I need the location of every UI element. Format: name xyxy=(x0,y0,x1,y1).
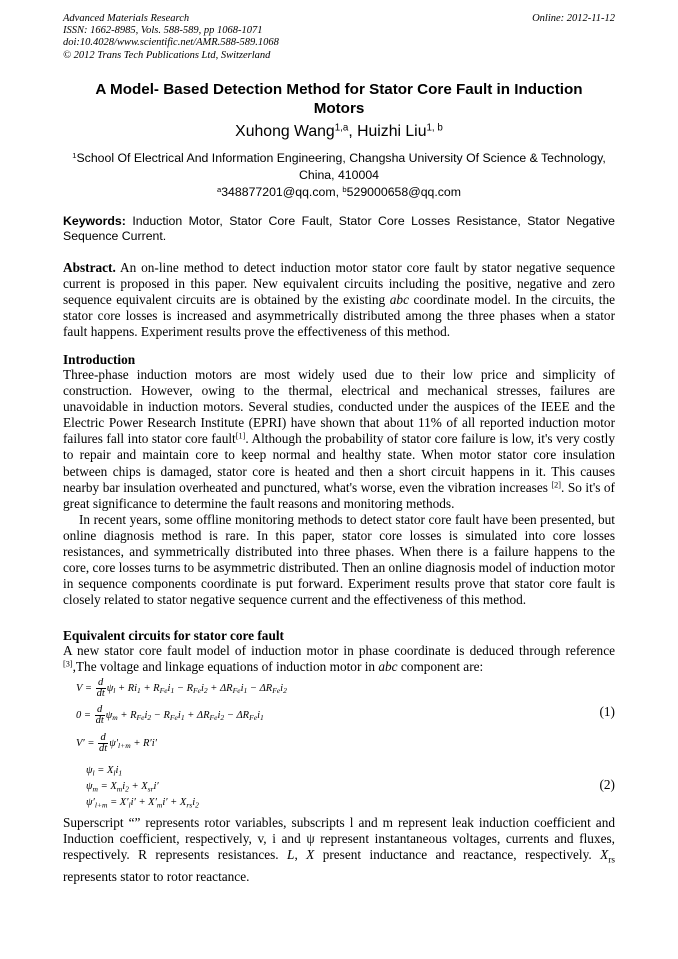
affiliation-line-1: School Of Electrical And Information Engineering, Changsha University Of Science & Technology, xyxy=(76,151,606,165)
intro-text: Three-phase induction motors are most widely used due to their low price and simplicity of construction. However, owing to the thermal, electrical and mechanical stresses, failures are unavoidable in induction motors. Several studies, conducted under the auspices of the IEEE and the Electric Power Research Institute (EPRI) have shown that about 11% of all reported induction motor failures fall into stator core fault xyxy=(63,367,615,447)
abstract-abc: abc xyxy=(389,292,409,308)
abstract-label: Abstract. xyxy=(63,260,116,275)
equation-voltage-stator: V = $\frac{d}{dt}$ $\psi_l + Ri_1 + R_{Fe}i_1 - R_{Fe}i_2 + \Delta R_{Fe}i_1 - \Delta R_{Fe}i_2$ xyxy=(76,677,287,699)
equation-number: (1) xyxy=(599,704,615,719)
title-line-2: Motors xyxy=(313,99,365,117)
author-separator: , xyxy=(348,123,358,140)
symbol-X: X xyxy=(306,847,315,863)
equation-number: (2) xyxy=(599,777,615,792)
section-heading-introduction: Introduction xyxy=(63,352,136,367)
symbol-Xrs: X xyxy=(600,847,609,863)
author-affil-sup: 1, b xyxy=(426,122,443,134)
journal-name: Advanced Materials Research xyxy=(63,13,190,24)
email-sup: a xyxy=(216,184,222,194)
doi-line: doi:10.4028/www.scientific.net/AMR.588-589.1068 xyxy=(63,37,279,49)
author-name: Huizhi Liu xyxy=(357,123,427,140)
citation: [1] xyxy=(235,431,246,441)
email-b: 529000658@qq.com xyxy=(346,185,462,199)
email-a: 348877201@qq.com, xyxy=(221,185,343,199)
affiliation-line-2: China, 410004 xyxy=(299,167,379,182)
equivalent-text: present inductance and reactance, respectively. xyxy=(314,847,601,863)
keywords xyxy=(63,214,615,244)
equivalent-text: component are: xyxy=(397,659,484,675)
keywords-label: Keywords: xyxy=(63,214,126,228)
intro-text: . Although the probability of stator core failure is low, it's very costly to repair and maintain core to keep normal and healthy state. When motor stator core insulation between chips is damaged, stator core is heated and then a short circuit happens in it. This causes nearby bar insulation overheated and punctured, what's worse, even the vibration increases xyxy=(63,431,616,495)
running-header xyxy=(63,13,615,62)
equivalent-text: , xyxy=(294,847,307,863)
equivalent-abc: abc xyxy=(378,659,398,675)
title-line-1: A Model- Based Detection Method for Stator Core Fault in Induction xyxy=(95,81,583,98)
author-name: Xuhong Wang xyxy=(235,123,335,140)
section-heading-equivalent-circuits: Equivalent circuits for stator core fault xyxy=(63,628,284,643)
symbol-L: L xyxy=(287,847,295,863)
author-list xyxy=(63,122,615,142)
author-affil-sup: 1,a xyxy=(334,122,349,134)
paper-title xyxy=(63,81,615,118)
equation-flux-mutual: $\psi_m = X_mi_2 + X_{sr}i'$ xyxy=(86,781,159,794)
copyright-line: © 2012 Trans Tech Publications Ltd, Switzerland xyxy=(63,49,271,61)
abstract xyxy=(63,260,615,340)
equivalent-paragraph-1 xyxy=(63,643,615,675)
equivalent-text: ,The voltage and linkage equations of induction motor in xyxy=(72,659,379,675)
abstract-text: An on-line method to detect induction motor stator core fault by stator negative sequence current is proposed in this paper. New equivalent circuits including the positive, negative and zero sequence equivalent circuits are is obtained by the existing xyxy=(63,260,615,308)
equation-core-branch: 0 = $\frac{d}{dt}$ $\psi_m + R_{Fe}i_2 - R_{Fe}i_1 + \Delta R_{Fe}i_2 - \Delta R_{Fe}i_1$ xyxy=(76,704,264,726)
abstract-text: coordinate model. In the circuits, the stator core losses is increased and asymmetrically distributed among the three phases when a stator fault happens. Experiment results prove the effectiveness of this method. xyxy=(63,292,615,340)
symbol-rs-subscript: rs xyxy=(608,855,615,866)
equation-flux-leakage: $\psi_l = X_li_1$ xyxy=(86,765,123,778)
email-sup: b xyxy=(342,184,347,194)
citation: [3] xyxy=(63,659,73,669)
equation-flux-rotor: $\psi'_{l+m} = X'_li' + X'_mi' + X_{rs}i_2$ xyxy=(86,797,199,810)
affiliation-sup: 1 xyxy=(72,150,77,160)
intro-paragraph-2: In recent years, some offline monitoring methods to detect stator core fault have been presented, but online diagnosis method is rare. In this paper, stator core losses is simulated into core losses resistances, and symmetrically distributed into three phases. When there is a failure happens to the core, core losses turns to be asymmetric distributed. Then an online diagnosis model of induction motor in sequence components coordinate is put forward. Experiment results prove that stator core fault is closely related to stator negative sequence current and the effectiveness of this method. xyxy=(63,512,615,608)
equation-voltage-rotor: V′ = $\frac{d}{dt}$ $\psi'_{l+m} + R'i'$ xyxy=(76,732,157,754)
issn-line: ISSN: 1662-8985, Vols. 588-589, pp 1068-1071 xyxy=(63,25,263,37)
intro-text: . So it's of great significance to determine the fault reasons and monitoring methods. xyxy=(63,479,615,511)
keywords-text: Induction Motor, Stator Core Fault, Stator Core Losses Resistance, Stator Negative Sequence Current. xyxy=(63,214,615,243)
citation: [2] xyxy=(551,480,562,490)
equivalent-text: represents stator to rotor reactance. xyxy=(63,868,250,884)
equivalent-text: A new stator core fault model of induction motor in phase coordinate is deduced through reference xyxy=(63,643,615,658)
equivalent-text: Superscript “” represents rotor variables, subscripts l and m represent leak induction coefficient and Induction coefficient, respectively, v, i and ψ represent instantaneous voltages, currents and fluxes, respectively. R represents resistances. xyxy=(63,815,615,863)
intro-paragraph-1 xyxy=(63,367,615,512)
online-date: Online: 2012-11-12 xyxy=(532,13,615,24)
equivalent-paragraph-2 xyxy=(63,815,615,885)
affiliation xyxy=(63,150,615,183)
author-emails xyxy=(63,184,615,200)
